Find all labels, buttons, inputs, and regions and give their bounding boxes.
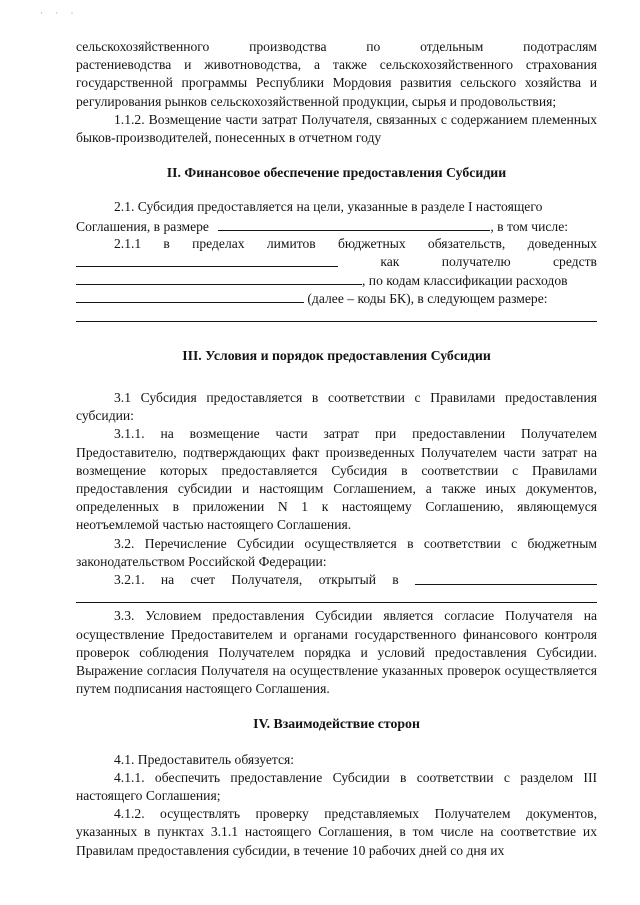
scan-mark: · bbox=[40, 8, 43, 18]
scan-mark: · bbox=[70, 8, 74, 18]
section-heading-4: IV. Взаимодействие сторон bbox=[253, 716, 420, 732]
paragraph-4-1-2: 4.1.2. осуществлять проверку представляемых Получателем документов, указанных в пунктах 3.1.1 настоящего Соглашения, в том числе на соответствие их Правилам предоставления субсидии, в течение 10 рабочих дней со дня их bbox=[76, 806, 597, 858]
scan-marks bbox=[40, 8, 84, 18]
document-body bbox=[76, 38, 597, 860]
paragraph-1-1-2: 1.1.2. Возмещение части затрат Получателя, связанных с содержанием племенных быков-производителей, понесенных в отчетном году bbox=[76, 111, 597, 146]
paragraph-3-3: 3.3. Условием предоставления Субсидии является согласие Получателя на осуществление Предоставителем и органами государственного финансового контроля проверок соблюдения Получателем порядка и условий предоставления Субсидии. Выражение согласия Получателя на осуществление указанных проверок осуществляется путем подписания настоящего Соглашения. bbox=[76, 608, 597, 697]
paragraph-3-2-1: 3.2.1. на счет Получателя, открытый в bbox=[76, 571, 597, 589]
bank-blank[interactable] bbox=[415, 571, 597, 585]
paragraph-2-1: 2.1. Субсидия предоставляется на цели, указанные в разделе I настоящего bbox=[114, 199, 543, 215]
paragraph-4-1-1: 4.1.1. обеспечить предоставление Субсидии в соответствии с разделом III настоящего Соглашения; bbox=[76, 769, 597, 804]
amount-full-line[interactable] bbox=[76, 308, 597, 326]
scan-mark: · bbox=[55, 8, 59, 18]
paragraph-3-1: 3.1 Субсидия предоставляется в соответствии с Правилами предоставления субсидии: bbox=[76, 389, 597, 424]
paragraph-2-1-amount-line: Соглашения, в размере , в том числе: bbox=[76, 218, 569, 234]
budget-blank[interactable] bbox=[76, 253, 338, 267]
paragraph-line: сельскохозяйственного производства по отдельным подотраслям bbox=[76, 39, 597, 54]
paragraph-3-1-1: 3.1.1. на возмещение части затрат при предоставлении Получателем Предоставителю, подтверждающих факт произведенных Получателем части затрат на возмещение которых предоставляется Субсидия в соответствии с Правилами предоставления субсидии и настоящим Соглашением, а также иных документов, определенных в приложении N 1 к настоящему Соглашению, являющемуся неотъемлемой частью настоящего Соглашения. bbox=[76, 426, 597, 533]
section-heading-2: II. Финансовое обеспечение предоставления Субсидии bbox=[166, 165, 507, 181]
paragraph-2-1-1-line4: (далее – коды БК), в следующем размере: bbox=[76, 289, 597, 307]
paragraph-4-1: 4.1. Предоставитель обязуется: bbox=[114, 751, 295, 767]
section-heading-3: III. Условия и порядок предоставления Субсидии bbox=[182, 347, 491, 363]
paragraph-1-1-1-continued: растениеводства и животноводства, а также сельскохозяйственного страхования государственной программы Республики Мордовия развития сельского хозяйства и регулирования рынков сельскохозяйственной продукции, сырья и продовольствия; bbox=[76, 57, 597, 109]
paragraph-2-1-1: 2.1.1 в пределах лимитов бюджетных обязательств, доведенных bbox=[114, 235, 597, 251]
paragraph-2-1-1-line3: , по кодам классификации расходов bbox=[76, 271, 597, 289]
bank-full-line[interactable] bbox=[76, 589, 597, 607]
amount-blank[interactable] bbox=[218, 217, 490, 231]
recipient-blank[interactable] bbox=[76, 271, 362, 285]
bk-codes-blank[interactable] bbox=[76, 289, 304, 303]
paragraph-2-1-1-line2: как получателю средств bbox=[76, 253, 597, 271]
paragraph-3-2: 3.2. Перечисление Субсидии осуществляется в соответствии с бюджетным законодательством Российской Федерации: bbox=[76, 535, 597, 569]
